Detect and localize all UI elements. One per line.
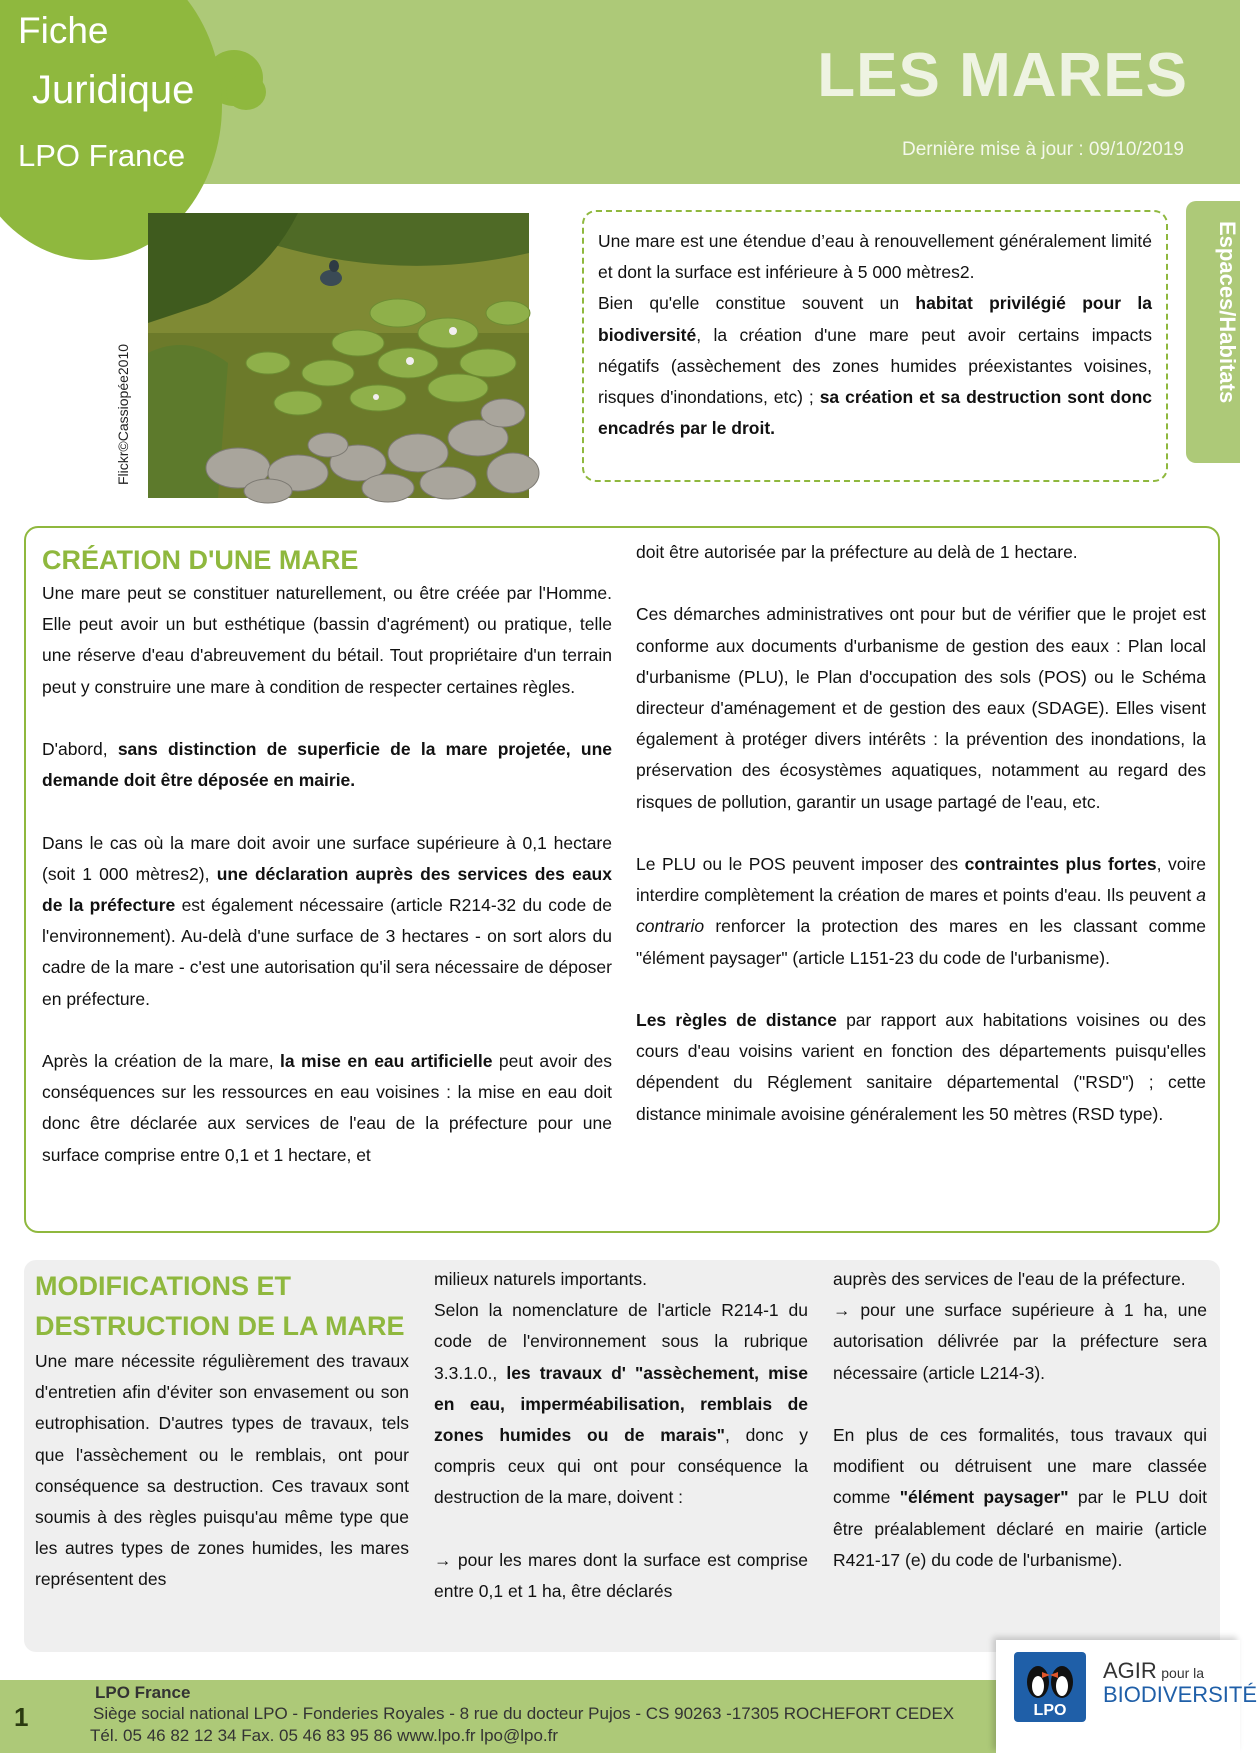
modification-paragraph-3a: auprès des services de l'eau de la préfecture. — [833, 1269, 1186, 1289]
creation-text-2b: sans distinction de superficie de la mare projetée, une demande doit être déposée en mairie. — [42, 739, 612, 791]
modification-paragraph-2e: → pour les mares dont la surface est comprise entre 0,1 et 1 ha, être déclarés — [434, 1549, 808, 1602]
modification-paragraph-3c — [833, 1420, 1207, 1576]
creation-left-column — [42, 542, 612, 1171]
intro-text-2b: habitat privilégié pour la biodiversité — [598, 293, 1152, 345]
creation-paragraph-2 — [42, 734, 612, 796]
creation-right-text-3d: a contrario — [636, 885, 1206, 937]
creation-text-3b: une déclaration auprès des services des eaux de la préfecture — [42, 863, 612, 915]
creation-right-column — [636, 537, 1206, 1130]
intro-paragraph-2 — [598, 288, 1152, 444]
modification-paragraph-3b: → pour une surface supérieure à 1 ha, une autorisation délivrée par la préfecture sera nécessaire (article L214-3). — [833, 1300, 1207, 1383]
category-tab — [1186, 201, 1240, 463]
creation-text-3c: est également nécessaire (article R214-32 du code de l'environnement). Au-delà d'une surface de 3 hectares - on sort alors du cadre de la mare - c'est une autorisation qu'il sera nécessaire de déposer en préfecture. — [42, 895, 612, 1009]
creation-text-2a: D'abord, — [42, 739, 118, 759]
intro-paragraph-1 — [598, 226, 1152, 288]
creation-paragraph-1: Une mare peut se constituer naturellement, ou être créée par l'Homme. Elle peut avoir un but esthétique (bassin d'agrément) ou pratique, telle une réserve d'eau d'abreuvement du bétail. Tout propriétaire d'un terrain peut y construire une mare à condition de respecter certaines règles. — [42, 583, 612, 697]
category-tab-label: Espaces/Habitats — [1215, 221, 1240, 404]
modification-column-3 — [833, 1264, 1207, 1576]
creation-right-text-3a: Le PLU ou le POS peuvent imposer des — [636, 854, 965, 874]
footer-address: Siège social national LPO - Fonderies Royales - 8 rue du docteur Pujos - CS 90263 -17305 ROCHEFORT CEDEX — [93, 1704, 955, 1723]
badge-line-juridique: Juridique — [32, 68, 195, 112]
footer-org: LPO France — [95, 1683, 191, 1702]
creation-text-4b: la mise en eau artificielle — [280, 1051, 493, 1071]
creation-right-paragraph-3 — [636, 849, 1206, 974]
creation-paragraph-4 — [42, 1046, 612, 1171]
modification-text-2c: les travaux d' "assèchement, mise en eau, imperméabilisation, remblais de zones humides ou de marais" — [434, 1362, 809, 1446]
pond-photo — [148, 213, 529, 498]
modification-paragraph-2a: milieux naturels importants. — [434, 1269, 647, 1289]
pond-photo-illustration — [148, 213, 529, 498]
creation-right-paragraph-2: Ces démarches administratives ont pour but de vérifier que le projet est conforme aux documents d'urbanisme de gestion des eaux : Plan local d'urbanisme (PLU), le Plan d'occupation des sols (POS) ou le Schéma directeur d'aménagement et de gestion des eaux (SDAGE). Elles visent également à protéger divers intérêts : la prévention des inondations, la préservation des écosystèmes aquatiques, notamment au regard des risques de pollution, garantir un usage partagé de l'eau, etc. — [636, 604, 1206, 812]
page-number: 1 — [14, 1702, 29, 1732]
modification-text-3c: En plus de ces formalités, tous travaux qui modifient ou détruisent une mare classée comme — [833, 1425, 1207, 1508]
creation-text-4c: peut avoir des conséquences sur les ressources en eau voisines : la mise en eau doit donc être déclarée aux services de l'eau de la préfecture pour une surface comprise entre 0,1 et 1 hectare, et — [42, 1051, 612, 1165]
creation-right-paragraph-1: doit être autorisée par la préfecture au delà de 1 hectare. — [636, 542, 1078, 562]
modification-title-line-1: MODIFICATIONS ET — [35, 1271, 291, 1301]
modification-paragraph-1: Une mare nécessite régulièrement des travaux d'entretien afin d'éviter son envasement ou son eutrophisation. D'autres types de travaux, tels que l'assèchement ou le remblais, ont pour conséquence sa destruction. Ces travaux sont soumis à des règles puisqu'au même type que les autres types de zones humides, les mares représentent des — [35, 1351, 409, 1590]
biodiversite-word: BIODIVERSITÉ — [1103, 1682, 1257, 1707]
intro-box — [582, 210, 1168, 482]
intro-text-1: Une mare est une étendue d’eau à renouvellement généralement limité et dont la surface est inférieure à 5 000 mètres2. — [598, 231, 1152, 283]
creation-right-text-3c: , voire interdire complètement la création de mares et points d'eau. Ils peuvent — [636, 854, 1206, 906]
creation-right-text-3b: contraintes plus fortes — [964, 854, 1157, 874]
agir-word: AGIR — [1103, 1658, 1157, 1683]
creation-right-text-4a: Les règles de distance — [636, 1010, 837, 1030]
modification-text-3e: par le PLU doit être préalablement déclaré en mairie (article R421-17 (e) du code de l'urbanisme). — [833, 1487, 1208, 1570]
pour-la-word: pour la — [1161, 1665, 1205, 1681]
creation-right-paragraph-4 — [636, 1005, 1206, 1130]
modification-text-3d: "élément paysager" — [899, 1487, 1069, 1508]
creation-paragraph-3 — [42, 828, 612, 1015]
photo-credit: Flickr©Cassiopée2010 — [115, 343, 131, 485]
creation-title: CRÉATION D'UNE MARE — [42, 545, 359, 575]
agir-biodiversite-logo — [1103, 1658, 1257, 1708]
badge-line-fiche: Fiche — [18, 10, 109, 51]
lpo-logo — [1014, 1652, 1086, 1722]
lpo-logo-text: LPO — [1033, 1702, 1067, 1719]
creation-text-3a: Dans le cas où la mare doit avoir une surface supérieure à 0,1 hectare (soit 1 000 mètres2), — [42, 832, 612, 884]
page-title: LES MARES — [817, 41, 1188, 110]
badge-line-lpo: LPO France — [18, 138, 186, 173]
creation-section — [24, 526, 1220, 1233]
badge-leaf-decoration-2 — [226, 74, 266, 110]
intro-text-2d: sa création et sa destruction sont donc encadrés par le droit. — [598, 387, 1152, 439]
logo-card — [996, 1640, 1257, 1753]
modification-title — [35, 1266, 409, 1346]
modification-column-1 — [35, 1266, 409, 1596]
modification-section — [24, 1260, 1220, 1652]
modification-column-2 — [434, 1264, 808, 1607]
modification-title-line-2: DESTRUCTION DE LA MARE — [35, 1311, 405, 1341]
modification-text-2d: , donc y compris ceux qui ont pour conséquence la destruction de la mare, doivent : — [434, 1425, 808, 1508]
modification-text-2b: Selon la nomenclature de l'article R214-1 du code de l'environnement sous la rubrique 3.3.1.0., — [434, 1300, 808, 1383]
last-updated: Dernière mise à jour : 09/10/2019 — [902, 139, 1184, 160]
modification-paragraph-2b — [434, 1295, 808, 1513]
intro-text-2c: , la création d'une mare peut avoir certains impacts négatifs (assèchement des zones humides préexistantes voisines, risques d'inondations, etc) ; — [598, 324, 1152, 408]
creation-text-4a: Après la création de la mare, — [42, 1051, 280, 1071]
footer-contact: Tél. 05 46 82 12 34 Fax. 05 46 83 95 86 www.lpo.fr lpo@lpo.fr — [90, 1726, 559, 1745]
intro-text-2a: Bien qu'elle constitue souvent un — [598, 293, 916, 314]
creation-right-text-3e: renforcer la protection des mares en les classant comme "élément paysager" (article L151-23 du code de l'urbanisme). — [636, 916, 1206, 968]
creation-right-text-4b: par rapport aux habitations voisines ou des cours d'eau voisins varient en fonction des départements puisqu'elles dépendent du Réglement sanitaire départemental ("RSD") ; cette distance minimale avoisine généralement les 50 mètres (RSD type). — [636, 1010, 1206, 1124]
